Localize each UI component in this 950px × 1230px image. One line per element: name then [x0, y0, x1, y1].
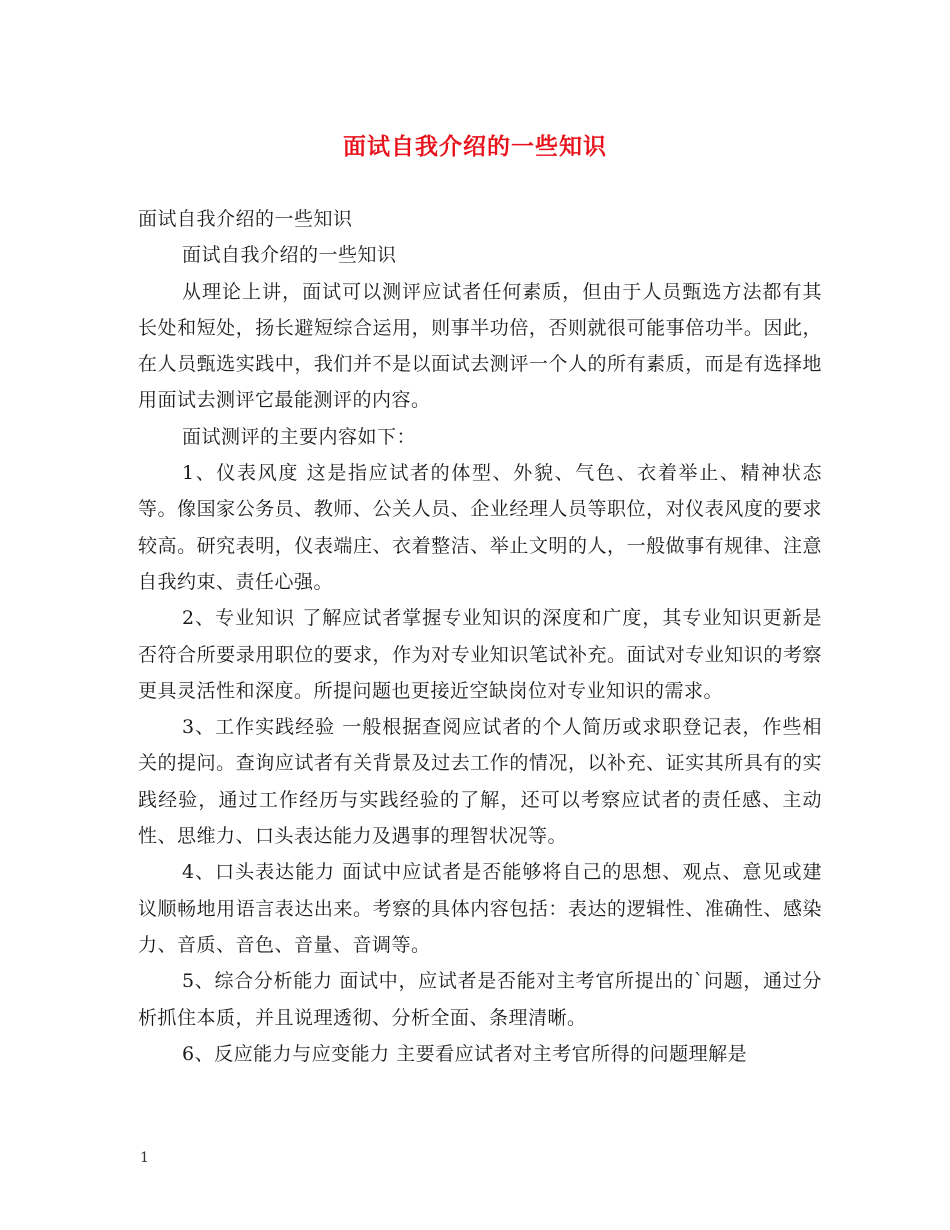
- paragraph-list-intro: 面试测评的主要内容如下：: [182, 425, 417, 448]
- document-body: [138, 201, 822, 1072]
- page-number: 1: [140, 1150, 149, 1166]
- paragraph-item-1: 1、仪表风度 这是指应试者的体型、外貌、气色、衣着举止、精神状态等。像国家公务员、教师、公关人员、企业经理人员等职位，对仪表风度的要求较高。研究表明，仪表端庄、衣着整洁、举止文明的人，一般做事有规律、注意自我约束、责任心强。: [138, 462, 822, 593]
- paragraph-item-2: 2、专业知识 了解应试者掌握专业知识的深度和广度，其专业知识更新是否符合所要录用职位的要求，作为对专业知识笔试补充。面试对专业知识的考察更具灵活性和深度。所提问题也更接近空缺岗位对专业知识的需求。: [138, 607, 822, 702]
- paragraph-item-5: 5、综合分析能力 面试中，应试者是否能对主考官所提出的`问题，通过分析抓住本质，并且说理透彻、分析全面、条理清晰。: [138, 970, 822, 1029]
- paragraph-intro: 从理论上讲，面试可以测评应试者任何素质，但由于人员甄选方法都有其长处和短处，扬长避短综合运用，则事半功倍，否则就很可能事倍功半。因此，在人员甄选实践中，我们并不是以面试去测评一个人的所有素质，而是有选择地用面试去测评它最能测评的内容。: [138, 280, 822, 412]
- paragraph-subheading: 面试自我介绍的一些知识: [182, 244, 397, 267]
- paragraph-item-6: 6、反应能力与应变能力 主要看应试者对主考官所得的问题理解是: [182, 1042, 748, 1065]
- paragraph-item-3: 3、工作实践经验 一般根据查阅应试者的个人简历或求职登记表，作些相关的提问。查询应试者有关背景及过去工作的情况，以补充、证实其所具有的实践经验，通过工作经历与实践经验的了解，还可以考察应试者的责任感、主动性、思维力、口头表达能力及遇事的理智状况等。: [138, 716, 822, 848]
- document-title: 面试自我介绍的一些知识: [343, 134, 607, 160]
- paragraph-heading: 面试自我介绍的一些知识: [138, 208, 353, 230]
- paragraph-item-4: 4、口头表达能力 面试中应试者是否能够将自己的思想、观点、意见或建议顺畅地用语言表达出来。考察的具体内容包括：表达的逻辑性、准确性、感染力、音质、音色、音量、音调等。: [138, 861, 822, 956]
